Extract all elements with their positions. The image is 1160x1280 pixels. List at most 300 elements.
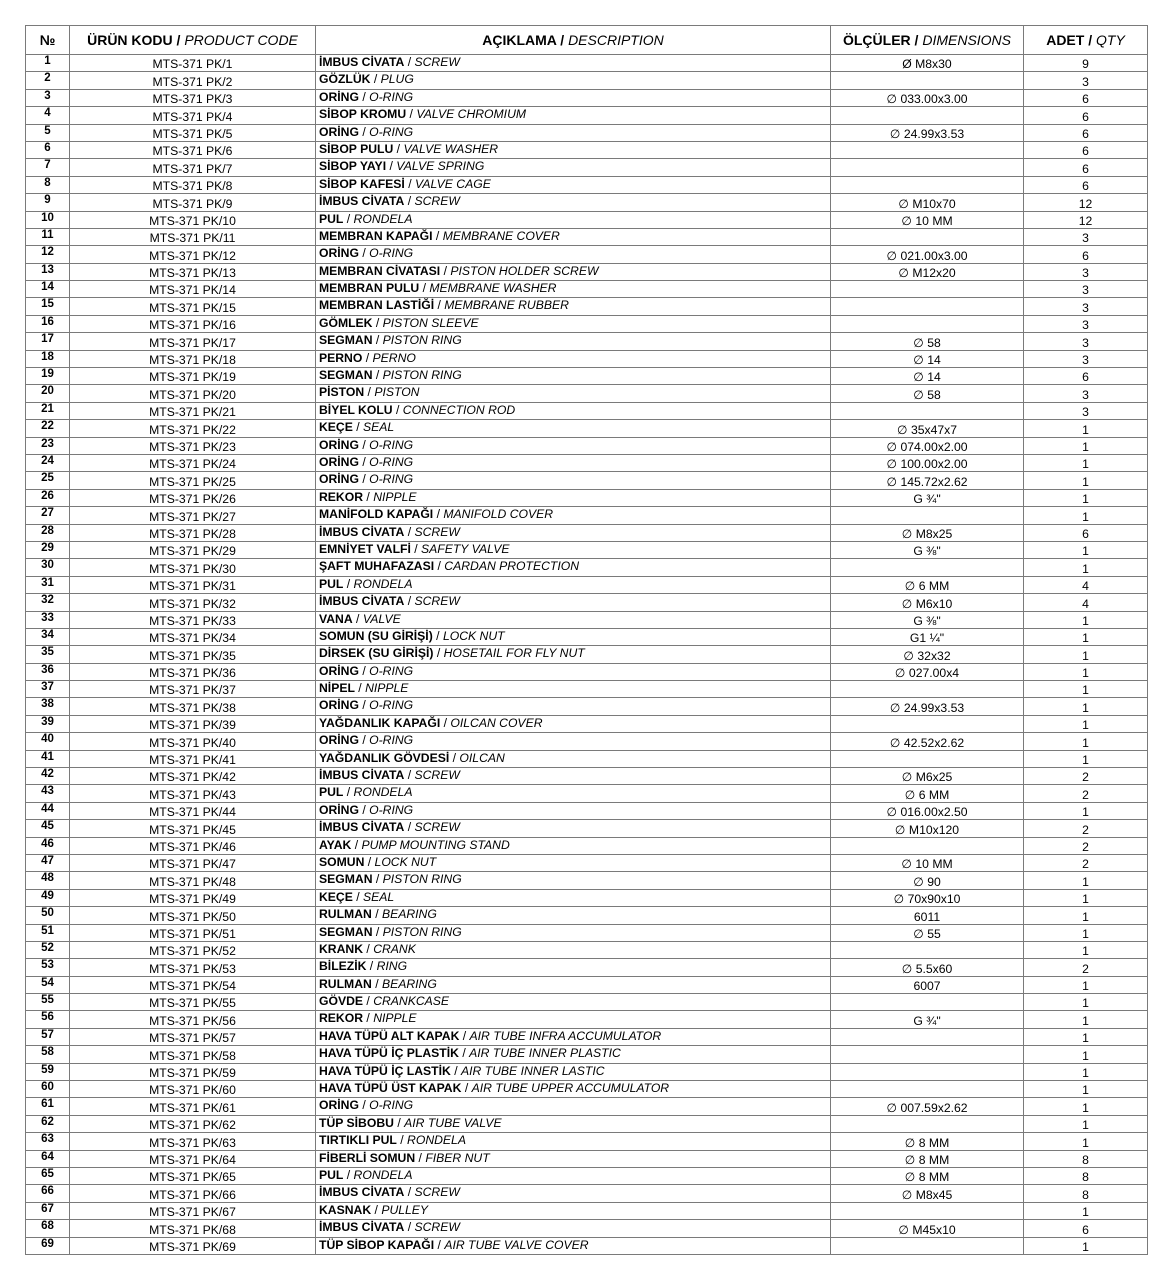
description <box>316 959 831 976</box>
row-number: 66 <box>26 1185 70 1202</box>
table-row <box>26 176 1148 193</box>
description-tr: HAVA TÜPÜ ÜST KAPAK <box>319 1081 462 1096</box>
description-tr: GÖMLEK <box>319 315 373 330</box>
row-number: 13 <box>26 263 70 280</box>
product-code: MTS-371 PK/22 <box>70 420 316 437</box>
row-number: 45 <box>26 820 70 837</box>
quantity: 8 <box>1024 1185 1148 1202</box>
description <box>316 663 831 680</box>
description-tr: YAĞDANLIK KAPAĞI <box>319 715 441 730</box>
dimension: ∅ 016.00x2.50 <box>831 802 1024 819</box>
table-row <box>26 437 1148 454</box>
table-row <box>26 576 1148 593</box>
quantity: 1 <box>1024 733 1148 750</box>
description-en: RONDELA <box>353 1168 413 1182</box>
description-en: BEARING <box>381 976 437 991</box>
description-separator: / <box>414 541 418 556</box>
description-tr: KASNAK <box>319 1202 372 1217</box>
header-desc-sep: / <box>560 32 565 48</box>
quantity: 2 <box>1024 820 1148 837</box>
description-separator: / <box>407 820 412 835</box>
description <box>316 507 831 524</box>
quantity: 1 <box>1024 1237 1148 1254</box>
description-separator: / <box>362 454 366 469</box>
row-number: 67 <box>26 1202 70 1219</box>
table-row <box>26 820 1148 837</box>
quantity: 1 <box>1024 802 1148 819</box>
dimension: ∅ M10x70 <box>831 194 1024 211</box>
row-number: 14 <box>26 281 70 298</box>
row-number: 40 <box>26 733 70 750</box>
description-en: AIR TUBE INFRA ACCUMULATOR <box>469 1028 662 1043</box>
description-en: LOCK NUT <box>374 854 437 869</box>
description-tr: KEÇE <box>319 420 353 435</box>
row-number: 17 <box>26 333 70 350</box>
product-code: MTS-371 PK/23 <box>70 437 316 454</box>
table-row <box>26 994 1148 1011</box>
description-en: MEMBRANE RUBBER <box>444 298 569 313</box>
row-number: 48 <box>26 872 70 889</box>
description-tr: KEÇE <box>319 889 353 904</box>
description-separator: / <box>462 1028 467 1043</box>
row-number: 55 <box>26 994 70 1011</box>
header-qty <box>1024 26 1148 55</box>
description-en: MANIFOLD COVER <box>443 507 554 522</box>
table-row <box>26 872 1148 889</box>
quantity: 1 <box>1024 750 1148 767</box>
description-en: OILCAN COVER <box>450 715 543 730</box>
dimension <box>831 72 1024 89</box>
description-en: NIPPLE <box>365 681 409 696</box>
description <box>316 941 831 958</box>
row-number: 36 <box>26 663 70 680</box>
description-en: PISTON RING <box>382 333 462 348</box>
row-number: 16 <box>26 315 70 332</box>
row-number: 51 <box>26 924 70 941</box>
description-en: SCREW <box>414 820 460 835</box>
description-separator: / <box>435 228 440 243</box>
table-row <box>26 1028 1148 1045</box>
quantity: 1 <box>1024 489 1148 506</box>
description-en: NIPPLE <box>373 489 417 504</box>
description-separator: / <box>397 1115 401 1130</box>
header-qty-en: QTY <box>1096 32 1125 48</box>
description-en: SCREW <box>414 55 460 69</box>
header-product-code <box>70 26 316 55</box>
product-code: MTS-371 PK/42 <box>70 768 316 785</box>
header-code-sep: / <box>176 32 181 48</box>
row-number: 61 <box>26 1098 70 1115</box>
description-separator: / <box>354 837 359 852</box>
description-en: PISTON RING <box>382 872 462 887</box>
header-code-tr: ÜRÜN KODU <box>87 32 173 48</box>
row-number: 42 <box>26 768 70 785</box>
quantity: 2 <box>1024 837 1148 854</box>
dimension: Ø M8x30 <box>831 55 1024 72</box>
product-code: MTS-371 PK/9 <box>70 194 316 211</box>
description-en: PERNO <box>372 350 416 365</box>
description-tr: GÖVDE <box>319 994 364 1009</box>
row-number: 50 <box>26 907 70 924</box>
description <box>316 176 831 193</box>
description-en: VALVE CHROMIUM <box>416 107 527 122</box>
row-number: 52 <box>26 941 70 958</box>
dimension <box>831 1115 1024 1132</box>
description-separator: / <box>362 802 366 817</box>
dimension: ∅ 074.00x2.00 <box>831 437 1024 454</box>
dimension: ∅ 10 MM <box>831 211 1024 228</box>
description <box>316 472 831 489</box>
description <box>316 889 831 906</box>
dimension: 6011 <box>831 907 1024 924</box>
description-en: O-RING <box>369 472 414 487</box>
row-number: 37 <box>26 681 70 698</box>
description <box>316 1063 831 1080</box>
description-en: O-RING <box>369 1098 414 1113</box>
description-tr: MEMBRAN LASTİĞİ <box>319 298 435 313</box>
product-code: MTS-371 PK/67 <box>70 1202 316 1219</box>
product-code: MTS-371 PK/29 <box>70 541 316 558</box>
product-code: MTS-371 PK/19 <box>70 368 316 385</box>
description-separator: / <box>464 1081 469 1096</box>
description <box>316 1115 831 1132</box>
description-tr: İMBUS CİVATA <box>319 594 405 609</box>
product-code: MTS-371 PK/1 <box>70 55 316 72</box>
table-row <box>26 541 1148 558</box>
description-tr: ORİNG <box>319 89 359 104</box>
row-number: 64 <box>26 1150 70 1167</box>
description <box>316 1220 831 1237</box>
description-tr: REKOR <box>319 489 364 504</box>
description-separator: / <box>367 854 372 869</box>
dimension <box>831 1046 1024 1063</box>
description-en: PISTON HOLDER SCREW <box>450 263 599 278</box>
quantity: 1 <box>1024 681 1148 698</box>
description <box>316 368 831 385</box>
quantity: 1 <box>1024 1028 1148 1045</box>
quantity: 6 <box>1024 141 1148 158</box>
header-dim-sep: / <box>914 32 919 48</box>
dimension <box>831 141 1024 158</box>
table-row <box>26 298 1148 315</box>
row-number: 1 <box>26 55 70 72</box>
description-separator: / <box>362 472 366 487</box>
product-code: MTS-371 PK/20 <box>70 385 316 402</box>
dimension: G ⅜" <box>831 541 1024 558</box>
product-code: MTS-371 PK/56 <box>70 1011 316 1028</box>
description <box>316 1098 831 1115</box>
product-code: MTS-371 PK/12 <box>70 246 316 263</box>
description-separator: / <box>362 698 366 713</box>
description-separator: / <box>365 350 370 365</box>
description-en: O-RING <box>369 124 414 139</box>
table-row <box>26 1185 1148 1202</box>
description-en: PULLEY <box>381 1202 429 1217</box>
row-number: 47 <box>26 854 70 871</box>
dimension: ∅ M8x25 <box>831 524 1024 541</box>
table-row <box>26 1237 1148 1254</box>
description-en: O-RING <box>369 663 414 678</box>
header-dimensions <box>831 26 1024 55</box>
row-number: 22 <box>26 420 70 437</box>
table-row <box>26 489 1148 506</box>
description <box>316 298 831 315</box>
dimension: ∅ 027.00x4 <box>831 663 1024 680</box>
product-code: MTS-371 PK/65 <box>70 1168 316 1185</box>
description-en: AIR TUBE VALVE COVER <box>444 1237 589 1252</box>
header-dim-tr: ÖLÇÜLER <box>842 32 911 48</box>
dimension: ∅ M10x120 <box>831 820 1024 837</box>
parts-table <box>25 25 1148 1255</box>
description-separator: / <box>395 402 400 417</box>
description <box>316 350 831 367</box>
description-tr: HAVA TÜPÜ İÇ LASTİK <box>319 1063 451 1078</box>
quantity: 3 <box>1024 263 1148 280</box>
header-qty-sep: / <box>1088 32 1093 48</box>
row-number: 3 <box>26 89 70 106</box>
description-tr: FİBERLİ SOMUN <box>319 1150 416 1165</box>
product-code: MTS-371 PK/2 <box>70 72 316 89</box>
product-code: MTS-371 PK/3 <box>70 89 316 106</box>
description-separator: / <box>374 1202 378 1217</box>
table-row <box>26 854 1148 871</box>
table-row <box>26 976 1148 993</box>
quantity: 2 <box>1024 959 1148 976</box>
description-separator: / <box>346 785 351 800</box>
description <box>316 541 831 558</box>
dimension: ∅ 14 <box>831 368 1024 385</box>
quantity: 3 <box>1024 333 1148 350</box>
dimension: ∅ 70x90x10 <box>831 889 1024 906</box>
description-tr: MEMBRAN KAPAĞI <box>319 228 433 243</box>
description <box>316 402 831 419</box>
quantity: 1 <box>1024 454 1148 471</box>
description-tr: YAĞDANLIK GÖVDESİ <box>319 750 450 765</box>
dimension: ∅ 32x32 <box>831 646 1024 663</box>
product-code: MTS-371 PK/49 <box>70 889 316 906</box>
table-row <box>26 941 1148 958</box>
row-number: 34 <box>26 628 70 645</box>
quantity: 1 <box>1024 507 1148 524</box>
description <box>316 1028 831 1045</box>
description-separator: / <box>375 368 380 383</box>
description <box>316 1168 831 1185</box>
description-separator: / <box>422 281 426 296</box>
description-en: PISTON SLEEVE <box>382 315 479 330</box>
description-separator: / <box>407 194 412 209</box>
table-row <box>26 211 1148 228</box>
dimension: ∅ 35x47x7 <box>831 420 1024 437</box>
table-row <box>26 715 1148 732</box>
dimension <box>831 176 1024 193</box>
description-en: PISTON <box>374 385 420 400</box>
description-en: O-RING <box>369 89 414 104</box>
description <box>316 72 831 89</box>
description-tr: İMBUS CİVATA <box>319 55 405 69</box>
table-row <box>26 89 1148 106</box>
header-row <box>26 26 1148 55</box>
row-number: 58 <box>26 1046 70 1063</box>
row-number: 53 <box>26 959 70 976</box>
quantity: 1 <box>1024 976 1148 993</box>
table-row <box>26 281 1148 298</box>
row-number: 60 <box>26 1081 70 1098</box>
table-row <box>26 472 1148 489</box>
description-separator: / <box>362 124 366 139</box>
description-separator: / <box>367 385 371 400</box>
table-row <box>26 524 1148 541</box>
table-row <box>26 1150 1148 1167</box>
dimension: ∅ 007.59x2.62 <box>831 1098 1024 1115</box>
header-no: № <box>26 26 70 55</box>
table-row <box>26 263 1148 280</box>
product-code: MTS-371 PK/55 <box>70 994 316 1011</box>
description <box>316 246 831 263</box>
row-number: 20 <box>26 385 70 402</box>
dimension: ∅ M12x20 <box>831 263 1024 280</box>
description-separator: / <box>407 524 412 539</box>
row-number: 7 <box>26 159 70 176</box>
row-number: 44 <box>26 802 70 819</box>
description <box>316 420 831 437</box>
description-separator: / <box>362 89 366 104</box>
quantity: 1 <box>1024 1081 1148 1098</box>
dimension <box>831 941 1024 958</box>
description <box>316 994 831 1011</box>
description-separator: / <box>362 663 366 678</box>
dimension: ∅ M6x10 <box>831 594 1024 611</box>
description-en: OILCAN <box>459 750 505 765</box>
description <box>316 281 831 298</box>
quantity: 1 <box>1024 1046 1148 1063</box>
description-en: MEMBRANE COVER <box>442 228 560 243</box>
description-tr: İMBUS CİVATA <box>319 768 405 783</box>
quantity: 6 <box>1024 1220 1148 1237</box>
quantity: 1 <box>1024 1011 1148 1028</box>
description-en: SCREW <box>414 1220 460 1235</box>
description <box>316 315 831 332</box>
description <box>316 1185 831 1202</box>
product-code: MTS-371 PK/8 <box>70 176 316 193</box>
product-code: MTS-371 PK/39 <box>70 715 316 732</box>
dimension: G ¾" <box>831 1011 1024 1028</box>
description-tr: SİBOP YAYI <box>319 159 387 174</box>
description <box>316 141 831 158</box>
description-en: AIR TUBE VALVE <box>404 1115 502 1130</box>
row-number: 5 <box>26 124 70 141</box>
description-separator: / <box>462 1046 466 1061</box>
description-separator: / <box>346 1168 351 1182</box>
header-description <box>316 26 831 55</box>
header-dim-en: DIMENSIONS <box>922 32 1012 48</box>
table-header <box>26 26 1148 55</box>
table-row <box>26 750 1148 767</box>
description <box>316 1202 831 1219</box>
product-code: MTS-371 PK/59 <box>70 1063 316 1080</box>
dimension: ∅ 55 <box>831 924 1024 941</box>
description-en: SCREW <box>414 594 460 609</box>
description <box>316 1081 831 1098</box>
quantity: 1 <box>1024 1202 1148 1219</box>
description-separator: / <box>407 1220 412 1235</box>
table-row <box>26 611 1148 628</box>
description <box>316 681 831 698</box>
description-separator: / <box>418 1150 422 1165</box>
description-tr: REKOR <box>319 1011 364 1026</box>
description-en: PUMP MOUNTING STAND <box>361 837 510 852</box>
row-number: 62 <box>26 1115 70 1132</box>
description <box>316 107 831 124</box>
dimension: ∅ 10 MM <box>831 854 1024 871</box>
description-en: RONDELA <box>353 211 413 226</box>
dimension <box>831 1081 1024 1098</box>
product-code: MTS-371 PK/36 <box>70 663 316 680</box>
product-code: MTS-371 PK/33 <box>70 611 316 628</box>
description-tr: SEGMAN <box>319 872 373 887</box>
quantity: 3 <box>1024 350 1148 367</box>
description-separator: / <box>443 715 447 730</box>
description-separator: / <box>437 298 441 313</box>
product-code: MTS-371 PK/21 <box>70 402 316 419</box>
row-number: 32 <box>26 594 70 611</box>
header-code-en: PRODUCT CODE <box>184 32 298 48</box>
description-tr: KRANK <box>319 941 364 956</box>
description-tr: EMNİYET VALFİ <box>319 541 411 556</box>
description-separator: / <box>362 733 366 748</box>
row-number: 49 <box>26 889 70 906</box>
quantity: 6 <box>1024 246 1148 263</box>
product-code: MTS-371 PK/7 <box>70 159 316 176</box>
product-code: MTS-371 PK/47 <box>70 854 316 871</box>
description <box>316 524 831 541</box>
row-number: 38 <box>26 698 70 715</box>
dimension: ∅ 24.99x3.53 <box>831 124 1024 141</box>
dimension <box>831 1063 1024 1080</box>
row-number: 8 <box>26 176 70 193</box>
description-en: PISTON RING <box>382 924 462 939</box>
description-en: CONNECTION ROD <box>402 402 516 417</box>
header-desc-tr: AÇIKLAMA <box>482 32 557 48</box>
description-en: AIR TUBE UPPER ACCUMULATOR <box>471 1081 670 1096</box>
description <box>316 194 831 211</box>
description-tr: İMBUS CİVATA <box>319 524 405 539</box>
description-tr: MEMBRAN CİVATASI <box>319 263 441 278</box>
description <box>316 768 831 785</box>
description-tr: SEGMAN <box>319 924 373 939</box>
row-number: 31 <box>26 576 70 593</box>
quantity: 1 <box>1024 924 1148 941</box>
row-number: 25 <box>26 472 70 489</box>
description <box>316 628 831 645</box>
dimension <box>831 559 1024 576</box>
description-separator: / <box>375 333 380 348</box>
description-tr: TÜP SİBOBU <box>319 1115 394 1130</box>
table-row <box>26 194 1148 211</box>
product-code: MTS-371 PK/15 <box>70 298 316 315</box>
description-tr: ORİNG <box>319 698 359 713</box>
table-row <box>26 924 1148 941</box>
quantity: 6 <box>1024 124 1148 141</box>
description <box>316 872 831 889</box>
product-code: MTS-371 PK/10 <box>70 211 316 228</box>
description <box>316 837 831 854</box>
quantity: 8 <box>1024 1150 1148 1167</box>
description-en: SEAL <box>363 889 395 904</box>
description-tr: TÜP SİBOP KAPAĞI <box>319 1237 435 1252</box>
product-code: MTS-371 PK/30 <box>70 559 316 576</box>
quantity: 1 <box>1024 994 1148 1011</box>
product-code: MTS-371 PK/31 <box>70 576 316 593</box>
